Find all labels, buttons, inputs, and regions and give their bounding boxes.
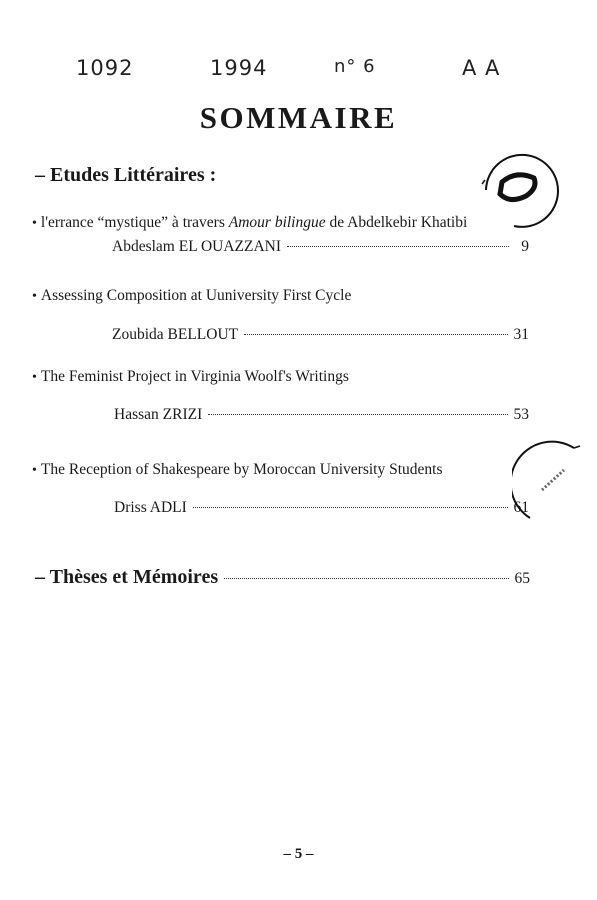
handwritten-note-1: 1092	[76, 56, 134, 80]
handwritten-note-3: n° 6	[334, 56, 376, 77]
page-title: SOMMAIRE	[199, 100, 398, 135]
page-number: 9	[521, 238, 529, 255]
bullet-icon: •	[32, 289, 37, 304]
toc-entry-author-row-4	[114, 499, 529, 517]
dot-leader	[244, 334, 507, 335]
stamp-circle-icon	[474, 150, 570, 236]
page-number: 65	[514, 570, 530, 587]
bullet-icon: •	[32, 370, 37, 385]
toc-entry-title-1: • l'errance “mystique” à travers Amour bilingue de Abdelkebir Khatibi	[32, 214, 468, 231]
toc-entry-title-4: • The Reception of Shakespeare by Moroccan University Students	[32, 461, 443, 478]
page-number: 53	[513, 406, 529, 423]
author-name: Hassan ZRIZI	[114, 406, 203, 423]
page-footer-number: – 5 –	[283, 846, 314, 862]
toc-entry-author-row-1	[112, 238, 529, 256]
toc-entry-title-3: • The Feminist Project in Virginia Woolf's Writings	[32, 368, 349, 385]
toc-entry-author-row-3	[114, 406, 529, 424]
section-heading-etudes: – Etudes Littéraires :	[35, 164, 217, 186]
bullet-icon: •	[32, 216, 37, 231]
dot-leader	[193, 507, 508, 508]
dot-leader	[224, 578, 508, 579]
author-name: Abdeslam EL OUAZZANI	[112, 238, 282, 255]
author-name: Zoubida BELLOUT	[112, 326, 239, 343]
stamp-partial-icon	[512, 440, 592, 530]
page-number: 31	[513, 326, 529, 343]
handwritten-note-4: A A	[462, 56, 501, 80]
page-number: 61	[513, 499, 529, 516]
handwritten-note-2: 1994	[210, 56, 268, 80]
dot-leader	[287, 246, 509, 247]
toc-section-theses	[35, 566, 530, 589]
bullet-icon: •	[32, 463, 37, 478]
toc-entry-author-row-2	[112, 326, 529, 344]
author-name: Driss ADLI	[114, 499, 187, 516]
toc-entry-title-2: • Assessing Composition at Uuniversity First Cycle	[32, 287, 352, 304]
section-heading-theses: – Thèses et Mémoires	[35, 566, 219, 588]
dot-leader	[208, 414, 507, 415]
